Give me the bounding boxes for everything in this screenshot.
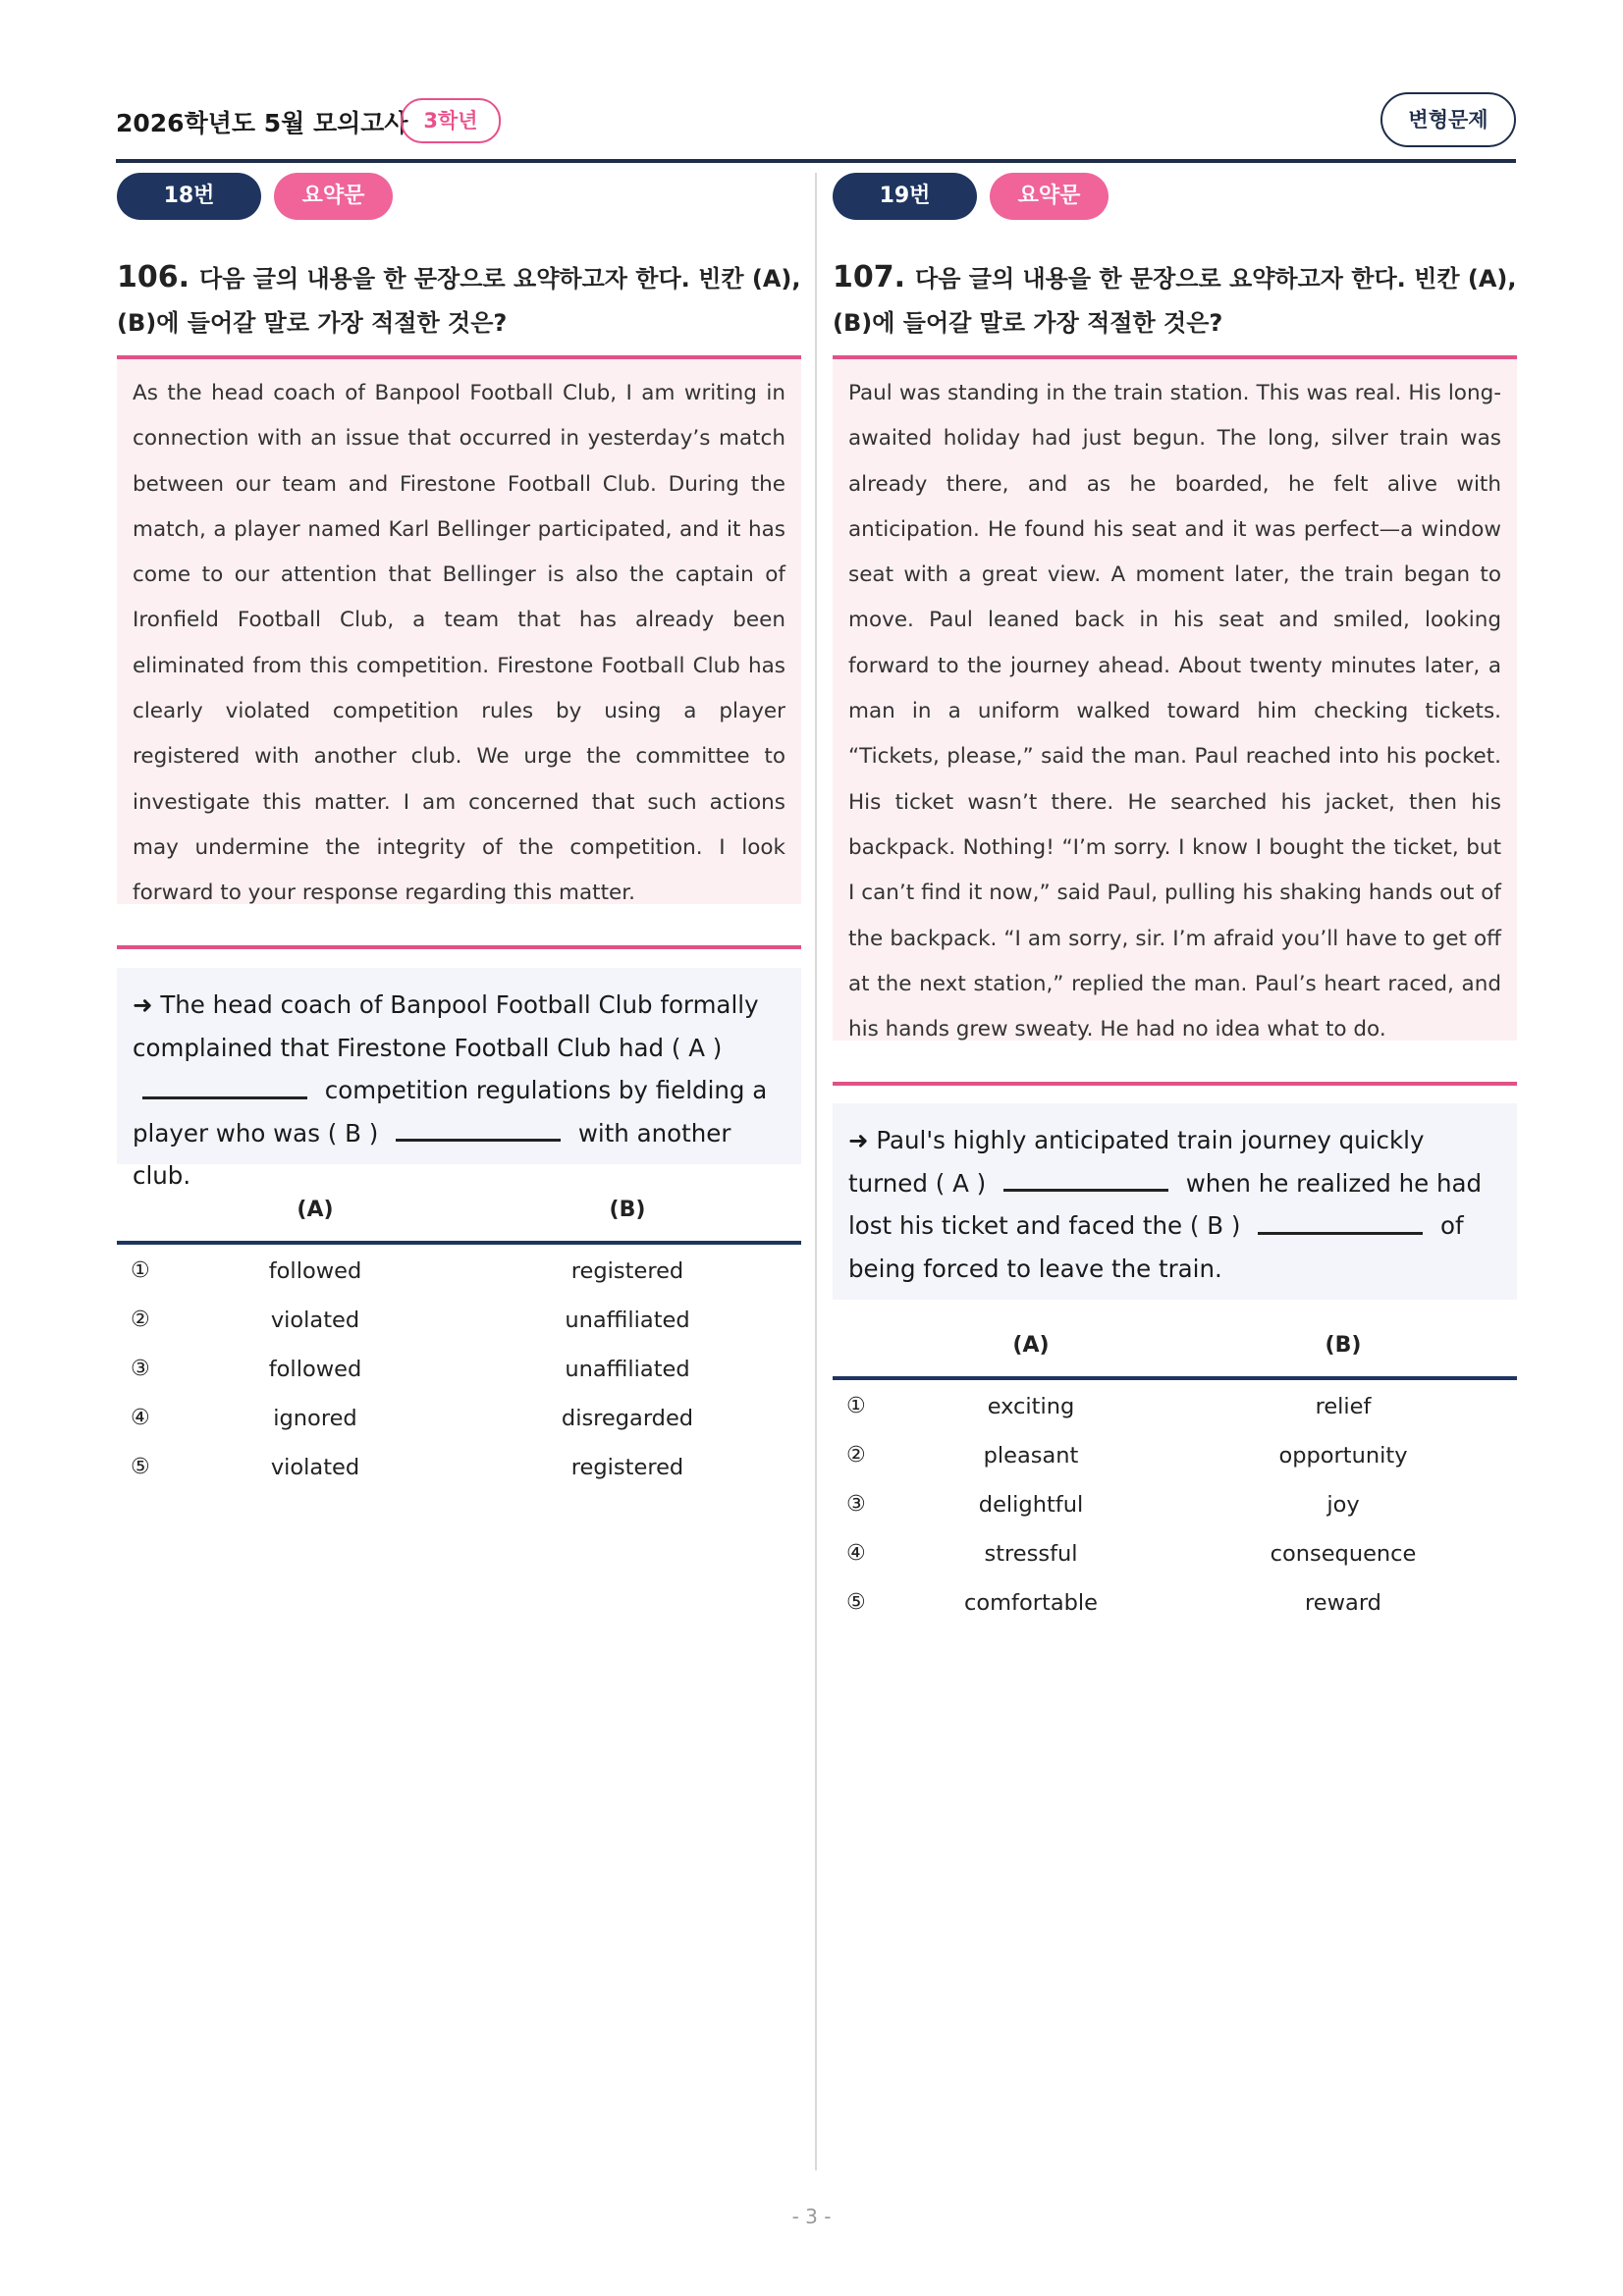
passage-text: As the head coach of Banpool Football Club, I am writing in connection with an issue that occurred in yesterday’s match between our team and Firestone Football Club. During the match, a player named Karl Bellinger participated, and it has come to our attention that Bellinger is also the captain of Ironfield Football Club, a team that has already been eliminated from this competition. Firestone Football Club has clearly violated competition rules by using a player registered with another club. We urge the committee to investigate this matter. I am concerned that such actions may undermine the integrity of the competition. I look forward to your response regarding this matter.: [133, 381, 785, 906]
option-row[interactable]: [833, 1384, 1517, 1433]
summary-sentence: [833, 1103, 1517, 1306]
option-row[interactable]: [117, 1445, 801, 1494]
option-number: ③: [846, 1492, 866, 1517]
summary-part-3: with another club.: [133, 1118, 731, 1190]
option-a: violated: [270, 1308, 360, 1333]
option-b: unaffiliated: [565, 1308, 690, 1333]
answer-options: [117, 1188, 801, 1494]
options-header: [833, 1323, 1517, 1380]
question-tag-type: 요약문: [274, 173, 393, 220]
question-prompt: [833, 255, 1517, 346]
option-a: exciting: [987, 1394, 1075, 1419]
option-b: unaffiliated: [565, 1357, 690, 1382]
exam-title: 2026학년도 5월 모의고사: [116, 109, 408, 137]
option-number: ⑤: [131, 1455, 150, 1479]
option-a: pleasant: [983, 1443, 1079, 1468]
option-a: comfortable: [964, 1590, 1098, 1616]
option-row[interactable]: [833, 1531, 1517, 1580]
option-row[interactable]: [117, 1396, 801, 1445]
summary-part-2: when he realized he had lost his ticket and faced the ( B ): [848, 1168, 1483, 1240]
passage-box: [117, 359, 801, 904]
option-row[interactable]: [833, 1482, 1517, 1531]
option-row[interactable]: [833, 1433, 1517, 1482]
question-tag-number: 19번: [833, 173, 977, 220]
column-a-header: (A): [1012, 1333, 1050, 1358]
option-number: ⑤: [846, 1590, 866, 1615]
blank-b: [396, 1127, 561, 1142]
option-row[interactable]: [833, 1580, 1517, 1629]
question-text: 다음 글의 내용을 한 문장으로 요약하고자 한다. 빈칸 (A), (B)에 들어갈 말로 가장 적절한 것은?: [117, 265, 801, 337]
column-b-header: (B): [609, 1198, 646, 1222]
summary-part-2: competition regulations by fielding a player who was ( B ): [133, 1076, 768, 1148]
summary-sentence: [117, 968, 801, 1213]
passage-text: Paul was standing in the train station. This was real. His long-awaited holiday had just begun. The long, silver train was already there, and as he boarded, he felt alive with anticipation. He found his seat and it was perfect—a window seat with a great view. A moment later, the train began to move. Paul leaned back in his seat and smiled, looking forward to the journey ahead. About twenty minutes later, a man in a uniform walked toward him checking tickets. “Tickets, please,” said the man. Paul reached into his pocket. His ticket wasn’t there. He searched his jacket, then his backpack. Nothing! “I’m sorry. I know I bought the ticket, but I can’t find it now,” said Paul, pulling his shaking hands out of the backpack. “I am sorry, sir. I’m afraid you’ll have to get off at the next station,” replied the man. Paul’s heart raced, and his hands grew sweaty. He had no idea what to do.: [848, 381, 1501, 1042]
option-number: ②: [846, 1443, 866, 1468]
answer-options: [833, 1323, 1517, 1629]
question-tag-number: 18번: [117, 173, 261, 220]
option-number: ①: [846, 1394, 866, 1418]
column-b-header: (B): [1325, 1333, 1362, 1358]
option-b: registered: [570, 1258, 684, 1284]
option-b: registered: [570, 1455, 684, 1480]
option-b: relief: [1315, 1394, 1372, 1419]
question-number: 106.: [117, 260, 190, 294]
summary-part-1: ➜ The head coach of Banpool Football Club formally complained that Firestone Football Club had ( A ): [133, 990, 759, 1062]
column-divider: [815, 173, 817, 2170]
option-b: disregarded: [561, 1406, 694, 1431]
options-header: [117, 1188, 801, 1245]
question-number: 107.: [833, 260, 906, 294]
option-a: followed: [268, 1357, 362, 1382]
summary-part-3: of being forced to leave the train.: [848, 1211, 1464, 1283]
option-b: joy: [1326, 1492, 1360, 1518]
option-number: ②: [131, 1308, 150, 1332]
option-row[interactable]: [117, 1249, 801, 1298]
summary-part-1: ➜ Paul's highly anticipated train journey quickly turned ( A ): [848, 1126, 1425, 1198]
option-number: ①: [131, 1258, 150, 1283]
summary-box: [117, 968, 801, 1190]
page-header: [116, 96, 1516, 163]
option-row[interactable]: [117, 1347, 801, 1396]
option-a: ignored: [273, 1406, 357, 1431]
question-prompt: [117, 255, 801, 346]
option-b: reward: [1305, 1590, 1381, 1616]
question-tag-type: 요약문: [990, 173, 1109, 220]
passage-box: [833, 359, 1517, 1041]
option-b: opportunity: [1278, 1443, 1408, 1468]
option-a: stressful: [984, 1541, 1078, 1567]
passage-bottom-rule: [117, 945, 801, 949]
option-number: ③: [131, 1357, 150, 1381]
option-number: ④: [131, 1406, 150, 1430]
question-text: 다음 글의 내용을 한 문장으로 요약하고자 한다. 빈칸 (A), (B)에 들어갈 말로 가장 적절한 것은?: [833, 265, 1517, 337]
passage-bottom-rule: [833, 1082, 1517, 1086]
page-number: - 3 -: [791, 2205, 832, 2228]
option-number: ④: [846, 1541, 866, 1566]
blank-a: [1003, 1177, 1168, 1192]
variant-badge: 변형문제: [1380, 92, 1516, 147]
column-a-header: (A): [297, 1198, 334, 1222]
summary-box: [833, 1103, 1517, 1300]
blank-b: [1258, 1220, 1423, 1235]
grade-badge: 3학년: [401, 98, 501, 143]
option-a: delightful: [978, 1492, 1084, 1518]
option-a: violated: [270, 1455, 360, 1480]
blank-a: [142, 1085, 307, 1099]
option-b: consequence: [1270, 1541, 1417, 1567]
option-row[interactable]: [117, 1298, 801, 1347]
option-a: followed: [268, 1258, 362, 1284]
